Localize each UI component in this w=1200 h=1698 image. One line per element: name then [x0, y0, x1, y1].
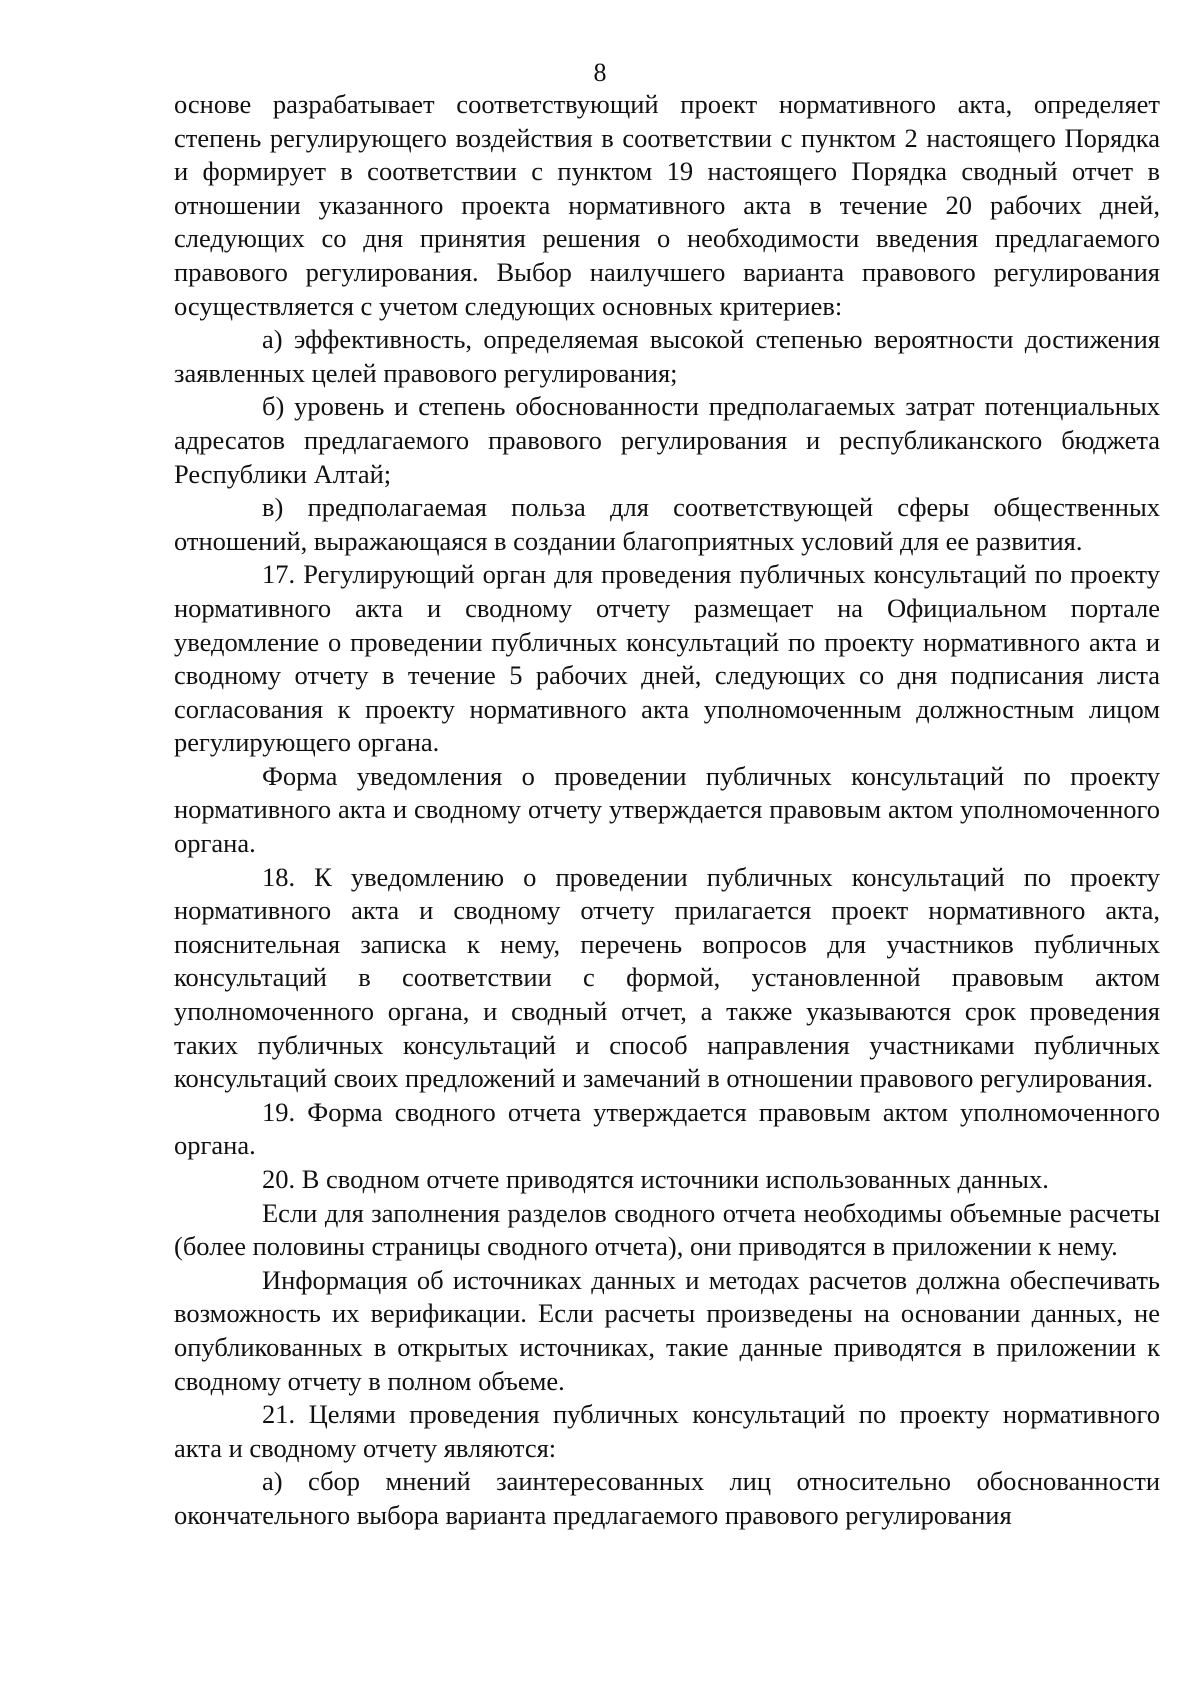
paragraph-criterion-a: а) эффективность, определяемая высокой степенью вероятности достижения заявленных целей правового регулирования; [174, 324, 1160, 388]
paragraph-clause-20: 20. В сводном отчете приводятся источники использованных данных. [262, 1164, 1049, 1194]
page-number: 8 [593, 58, 607, 87]
paragraph-calculations: Если для заполнения разделов сводного отчета необходимы объемные расчеты (более половины страницы сводного отчета), они приводятся в приложении к нему. [174, 1197, 1160, 1262]
paragraph-clause-19: 19. Форма сводного отчета утверждается правовым актом уполномоченного органа. [174, 1096, 1160, 1161]
paragraph-data-sources: Информация об источниках данных и методах расчетов должна обеспечивать возможность их верификации. Если расчеты произведены на основании данных, не опубликованных в открытых источниках, такие данные приводятся в приложении к сводному отчету в полном объеме. [174, 1264, 1160, 1396]
paragraph-clause-18: 18. К уведомлению о проведении публичных консультаций по проекту нормативного акта и сводному отчету прилагается проект нормативного акта, пояснительная записка к нему, перечень вопросов для участников публичных консультаций в соответствии с формой, установленной правовым актом уполномоченного органа, и сводный отчет, а также указываются срок проведения таких публичных консультаций и способ направления участниками публичных консультаций своих предложений и замечаний в отношении правового регулирования. [174, 861, 1160, 1094]
paragraph-criterion-b: б) уровень и степень обоснованности предполагаемых затрат потенциальных адресатов предлагаемого правового регулирования и республиканского бюджета Республики Алтай; [174, 391, 1160, 489]
paragraph-criterion-c: в) предполагаемая польза для соответствующей сферы общественных отношений, выражающаяся в создании благоприятных условий для ее развития. [174, 492, 1160, 556]
document-body [174, 88, 1160, 1533]
paragraph-clause-21: 21. Целями проведения публичных консультаций по проекту нормативного акта и сводному отчету являются: [174, 1399, 1160, 1463]
paragraph-continuation: основе разрабатывает соответствующий проект нормативного акта, определяет степень регулирующего воздействия в соответствии с пунктом 2 настоящего Порядка и формирует в соответствии с пунктом 19 настоящего Порядка сводный отчет в отношении указанного проекта нормативного акта в течение 20 рабочих дней, следующих со дня принятия решения о необходимости введения предлагаемого правового регулирования. Выбор наилучшего варианта правового регулирования осуществляется с учетом следующих основных критериев: [174, 89, 1160, 321]
paragraph-goal-a: а) сбор мнений заинтересованных лиц относительно обоснованности окончательного выбора варианта предлагаемого правового регулирования [174, 1466, 1160, 1530]
paragraph-clause-17: 17. Регулирующий орган для проведения публичных консультаций по проекту нормативного акта и сводному отчету размещает на Официальном портале уведомление о проведении публичных консультаций по проекту нормативного акта и сводному отчету в течение 5 рабочих дней, следующих со дня подписания листа согласования к проекту нормативного акта уполномоченным должностным лицом регулирующего органа. [174, 559, 1160, 758]
paragraph-notification-form: Форма уведомления о проведении публичных консультаций по проекту нормативного акта и сводному отчету утверждается правовым актом уполномоченного органа. [174, 760, 1160, 859]
